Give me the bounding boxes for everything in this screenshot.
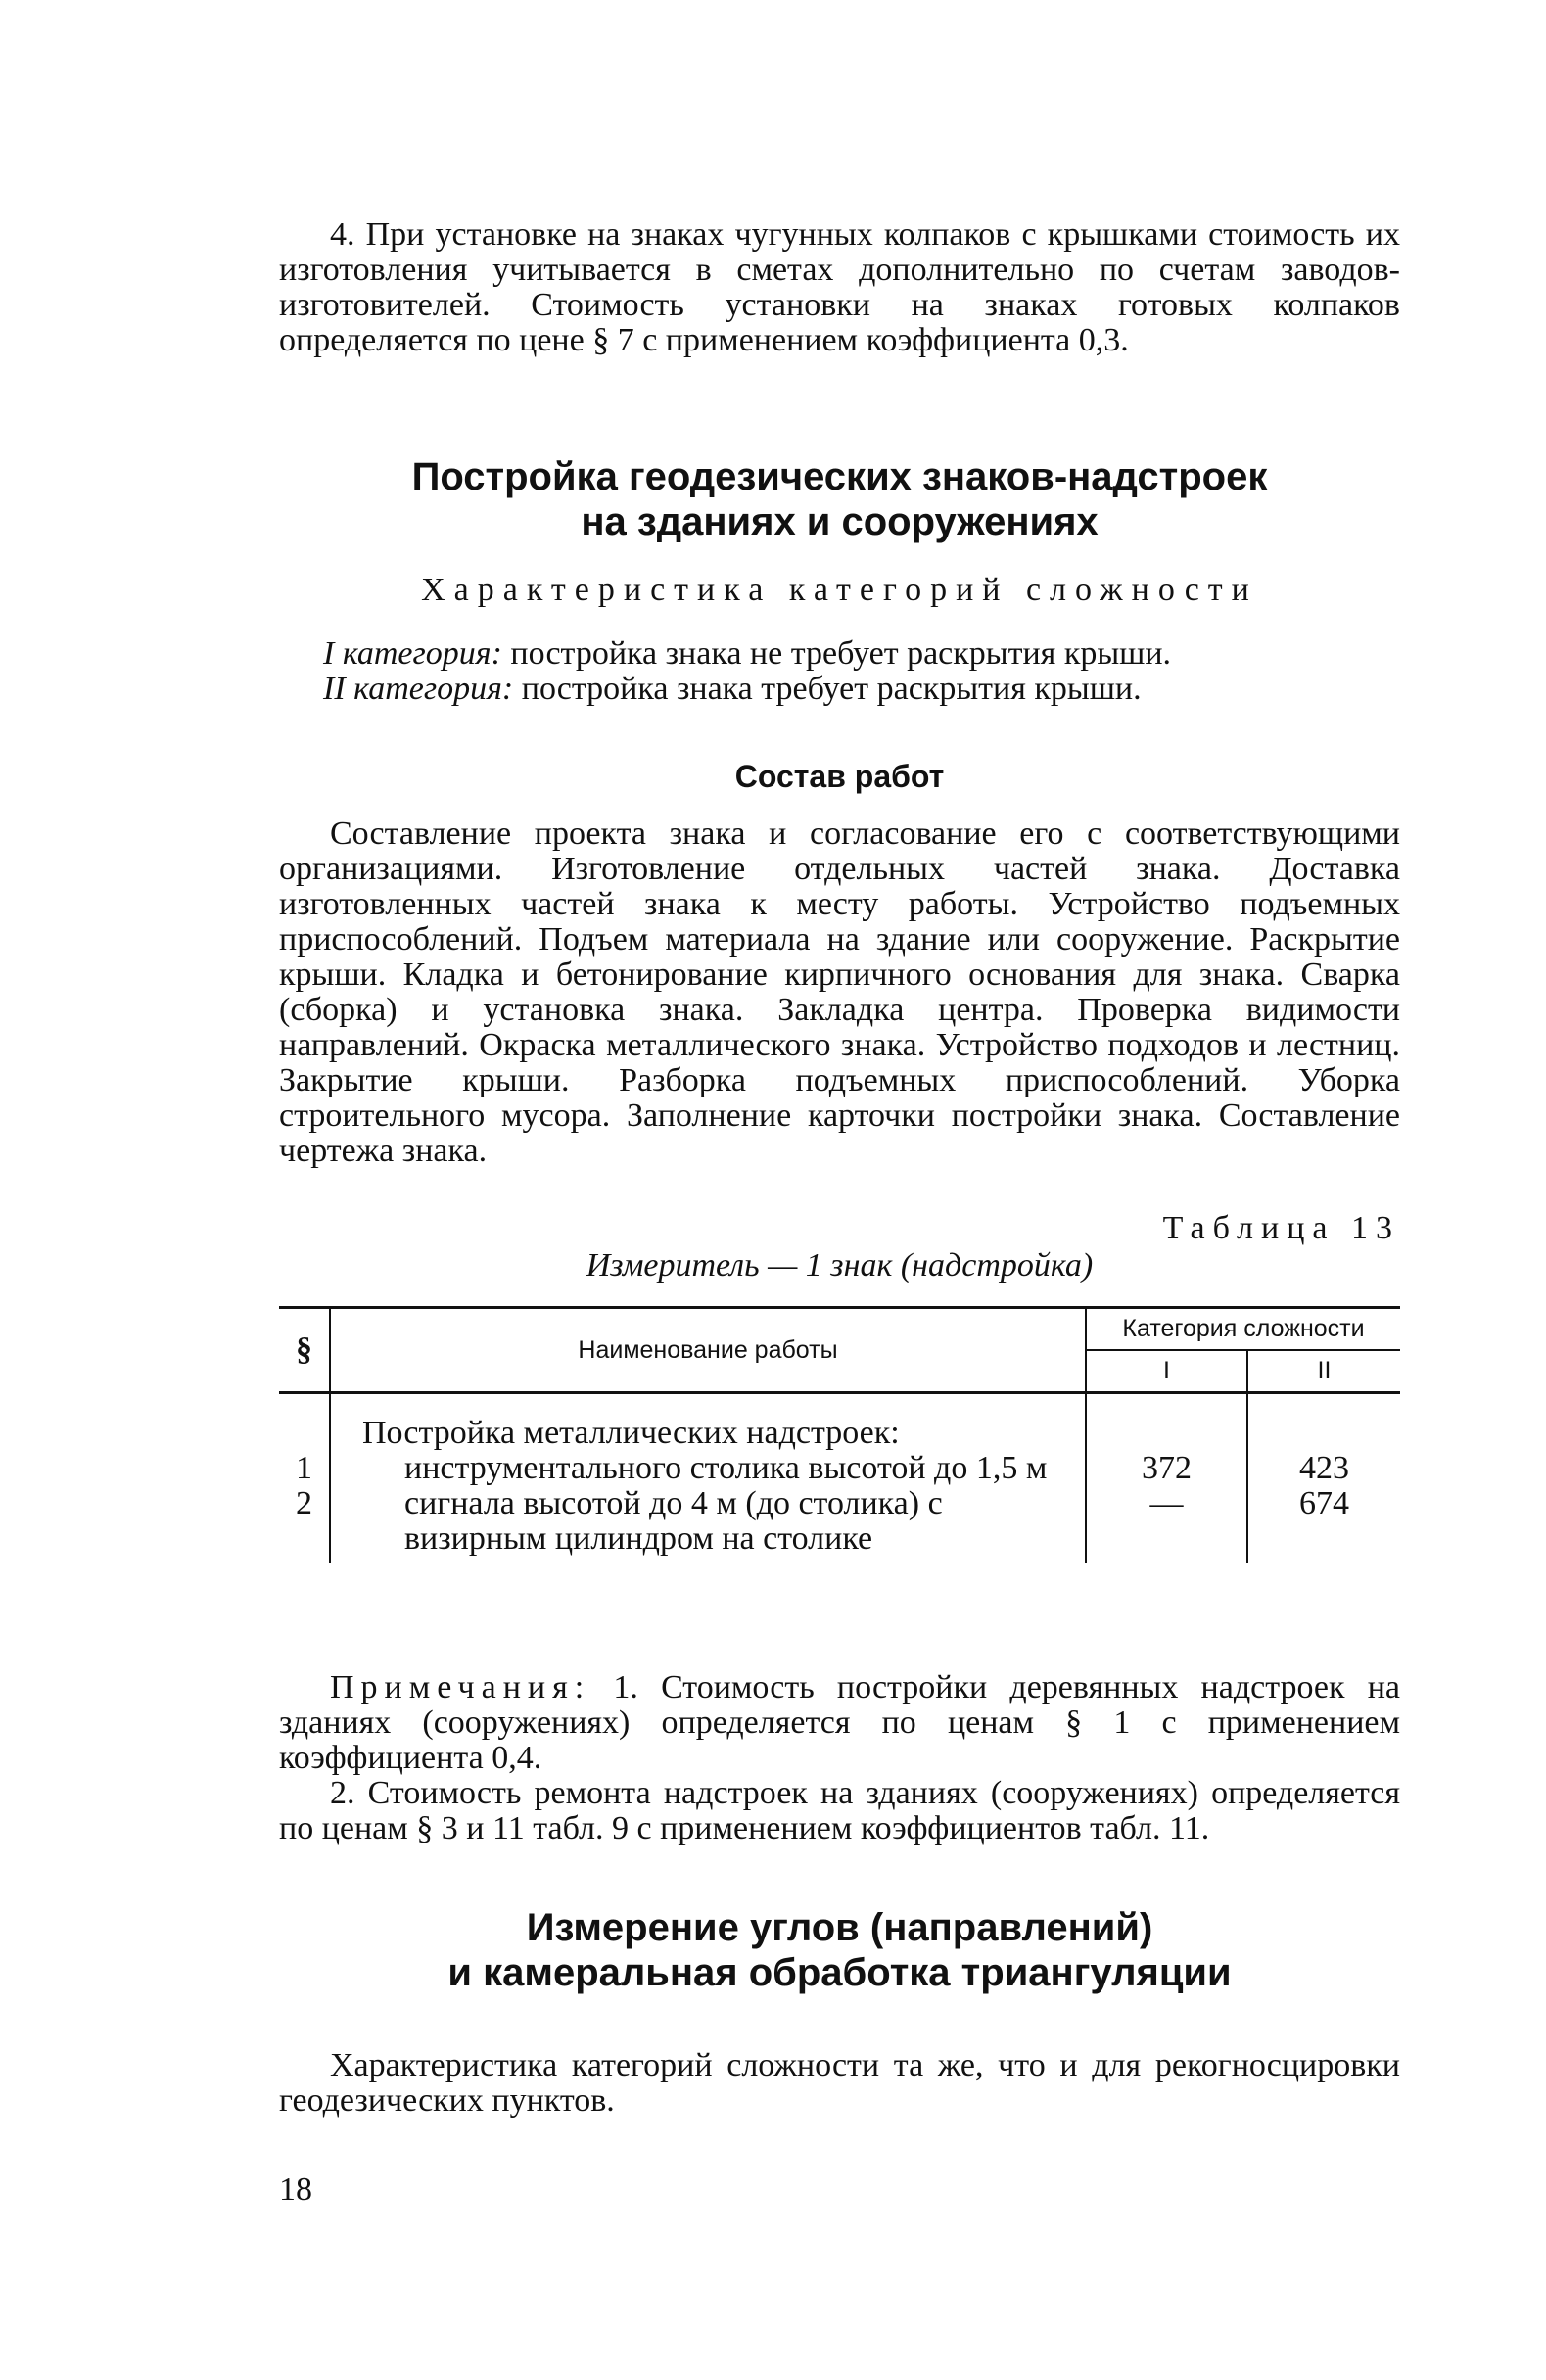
header-section-sign: §: [279, 1308, 330, 1393]
category-1-text: постройка знака не требует раскрытия крыши.: [501, 635, 1172, 672]
section-2-title-line-2: и камеральная обработка триангуляции: [447, 1951, 1232, 1994]
row-1-name: инструментального столика высотой до 1,5 м: [330, 1451, 1086, 1486]
table-row: [279, 1451, 1400, 1486]
table-header-row-1: [279, 1308, 1400, 1351]
row-2-number: 2: [279, 1486, 330, 1563]
table-meter: Измеритель — 1 знак (надстройка): [586, 1247, 1094, 1283]
note-1: [279, 1670, 1400, 1776]
category-1-label: I категория:: [323, 635, 502, 672]
complexity-subtitle: Характеристика категорий сложности: [421, 572, 1258, 608]
section-title-line-2: на зданиях и сооружениях: [581, 500, 1099, 543]
row-2-cat1-value: —: [1086, 1486, 1247, 1563]
category-list: [279, 636, 1400, 707]
table-group-row: [279, 1393, 1400, 1452]
category-1-line: [279, 636, 1400, 672]
note-2: 2. Стоимость ремонта надстроек на зданиях (сооружениях) определяется по ценам § 3 и 11 табл. 9 с применением коэффициентов табл. 11.: [279, 1775, 1400, 1846]
works-paragraph: Составление проекта знака и согласование его с соответствующими организациями. Изготовление отдельных частей знака. Доставка изготовленных частей знака к месту работы. Устройство подъемных приспособлений. Подъем материала на здание или сооружение. Раскрытие крыши. Кладка и бетонирование кирпичного основания для знака. Сварка (сборка) и установка знака. Закладка центра. Проверка видимости направлений. Окраска металлического знака. Устройство подходов и лестниц. Закрытие крыши. Разборка подъемных приспособлений. Уборка строительного мусора. Заполнение карточки постройки знака. Составление чертежа знака.: [279, 816, 1400, 1169]
header-category-2: II: [1247, 1350, 1400, 1393]
category-2-line: [279, 672, 1400, 707]
page-number: 18: [279, 2171, 312, 2208]
section-heading-superstructures: [279, 454, 1400, 544]
price-table: [279, 1306, 1400, 1563]
header-category-1: I: [1086, 1350, 1247, 1393]
section-2-title-line-1: Измерение углов (направлений): [526, 1906, 1153, 1949]
header-category: Категория сложности: [1086, 1308, 1400, 1351]
category-2-label: II категория:: [323, 671, 514, 707]
row-1-cat2-value: 423: [1299, 1450, 1349, 1486]
row-1-cat1-value: 372: [1086, 1451, 1247, 1486]
row-2-name: сигнала высотой до 4 м (до столика) с визирным цилиндром на столике: [330, 1486, 1086, 1563]
note-1-text: 1. Стоимость постройки деревянных надстроек на зданиях (сооружениях) определяется по ценам § 1 с применением коэффициента 0,4.: [279, 1669, 1400, 1776]
table-caption: Таблица 13: [1162, 1210, 1400, 1246]
section-heading-angles: [279, 1905, 1400, 1995]
works-heading: Состав работ: [734, 759, 945, 794]
paragraph-4: 4. При установке на знаках чугунных колпаков с крышками стоимость их изготовления учитывается в сметах дополнительно по счетам заводов-изготовителей. Стоимость установки на знаках готовых колпаков определяется по цене § 7 с применением коэффициента 0,3.: [279, 216, 1400, 358]
table-group-label: Постройка металлических надстроек:: [330, 1393, 1086, 1452]
row-1-number: 1: [279, 1451, 330, 1486]
section-2-paragraph: Характеристика категорий сложности та же, что и для рекогносцировки геодезических пунктов.: [279, 2047, 1400, 2119]
table-row: [279, 1486, 1400, 1563]
section-title-line-1: Постройка геодезических знаков-надстроек: [411, 455, 1268, 498]
price-table-wrapper: [279, 1306, 1400, 1563]
notes: [279, 1670, 1400, 1846]
category-2-text: постройка знака требует раскрытия крыши.: [513, 671, 1142, 707]
header-work-name: Наименование работы: [330, 1308, 1086, 1393]
notes-label: Примечания:: [330, 1669, 591, 1705]
row-2-cat2-value: 674: [1299, 1485, 1349, 1521]
